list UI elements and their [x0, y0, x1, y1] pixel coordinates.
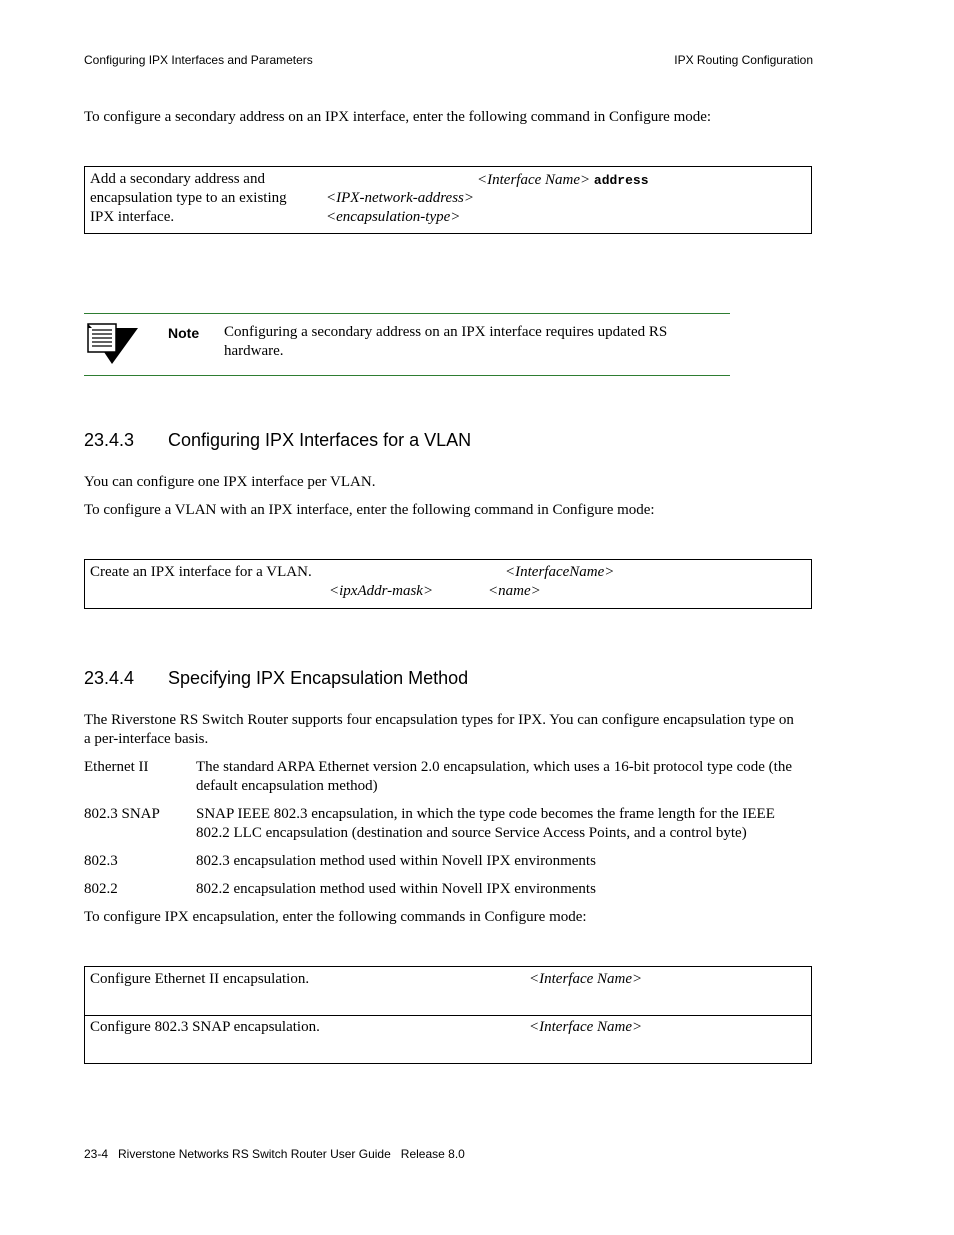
intro-paragraph: To configure a secondary address on an IPX interface, enter the following command in Configure mode:: [84, 109, 712, 125]
command-table-vlan: [84, 559, 812, 609]
section-paragraph: [84, 711, 794, 749]
command-description: Create an IPX interface for a VLAN.: [90, 564, 312, 580]
description-line: IPX interface.: [90, 209, 175, 225]
interface-name-param: <Interface Name>: [529, 1019, 643, 1035]
section-paragraph: To configure a VLAN with an IPX interface, enter the following command in Configure mode:: [84, 502, 655, 518]
table-row-divider: [85, 1015, 811, 1016]
paragraph-line: a per-interface basis.: [84, 731, 209, 747]
section-heading-number: 23.4.4: [84, 668, 135, 688]
definition-line: default encapsulation method): [196, 778, 378, 794]
note-text: [224, 323, 667, 361]
paragraph-line: The Riverstone RS Switch Router supports four encapsulation types for IPX. You can configure encapsulation type on: [84, 712, 794, 728]
running-header-right: IPX Routing Configuration: [674, 53, 813, 67]
note-text-line: hardware.: [224, 343, 284, 359]
definition-description: 802.2 encapsulation method used within Novell IPX environments: [196, 881, 596, 897]
section-heading-number: 23.4.3: [84, 430, 135, 450]
definition-line: SNAP IEEE 802.3 encapsulation, in which the type code becomes the frame length for the IEEE: [196, 806, 775, 822]
definition-description: [196, 805, 775, 843]
command-syntax-line-1: [477, 171, 649, 190]
section-paragraph: To configure IPX encapsulation, enter the following commands in Configure mode:: [84, 909, 587, 925]
definition-term: 802.2: [84, 881, 118, 897]
interface-name-param: <InterfaceName>: [505, 564, 615, 580]
description-line: encapsulation type to an existing: [90, 190, 287, 206]
ipxaddr-mask-param: <ipxAddr-mask>: [329, 583, 434, 599]
note-top-rule: [84, 313, 730, 314]
running-header-left: Configuring IPX Interfaces and Parameters: [84, 53, 313, 67]
section-heading-title: Specifying IPX Encapsulation Method: [168, 668, 469, 688]
vlan-name-param: <name>: [488, 583, 541, 599]
page-footer: 23-4 Riverstone Networks RS Switch Router User Guide Release 8.0: [84, 1147, 465, 1161]
command-description: [90, 170, 287, 227]
interface-name-param: <Interface Name>: [477, 172, 591, 188]
section-heading-title: Configuring IPX Interfaces for a VLAN: [168, 430, 472, 450]
note-text-line: Configuring a secondary address on an IPX interface requires updated RS: [224, 324, 668, 340]
ipx-network-address-param: <IPX-network-address>: [326, 190, 474, 206]
section-paragraph: You can configure one IPX interface per VLAN.: [84, 474, 376, 490]
definition-term: 802.3: [84, 853, 118, 869]
definition-line: 802.2 LLC encapsulation (destination and source Service Access Points, and a control byte): [196, 825, 747, 841]
command-description: Configure 802.3 SNAP encapsulation.: [90, 1019, 320, 1035]
address-keyword: address: [593, 173, 649, 188]
note-label: Note: [168, 325, 200, 341]
note-bottom-rule: [84, 375, 730, 376]
note-icon: [86, 322, 140, 366]
encapsulation-type-param: <encapsulation-type>: [326, 209, 461, 225]
interface-name-param: <Interface Name>: [529, 971, 643, 987]
definition-line: The standard ARPA Ethernet version 2.0 encapsulation, which uses a 16-bit protocol type code (the: [196, 759, 792, 775]
definition-description: [196, 758, 792, 796]
command-description: Configure Ethernet II encapsulation.: [90, 971, 310, 987]
definition-term: 802.3 SNAP: [84, 806, 160, 822]
definition-description: 802.3 encapsulation method used within Novell IPX environments: [196, 853, 596, 869]
command-table-secondary-address: [84, 166, 812, 234]
description-line: Add a secondary address and: [90, 171, 265, 187]
definition-term: Ethernet II: [84, 759, 149, 775]
command-table-encapsulation: [84, 966, 812, 1064]
